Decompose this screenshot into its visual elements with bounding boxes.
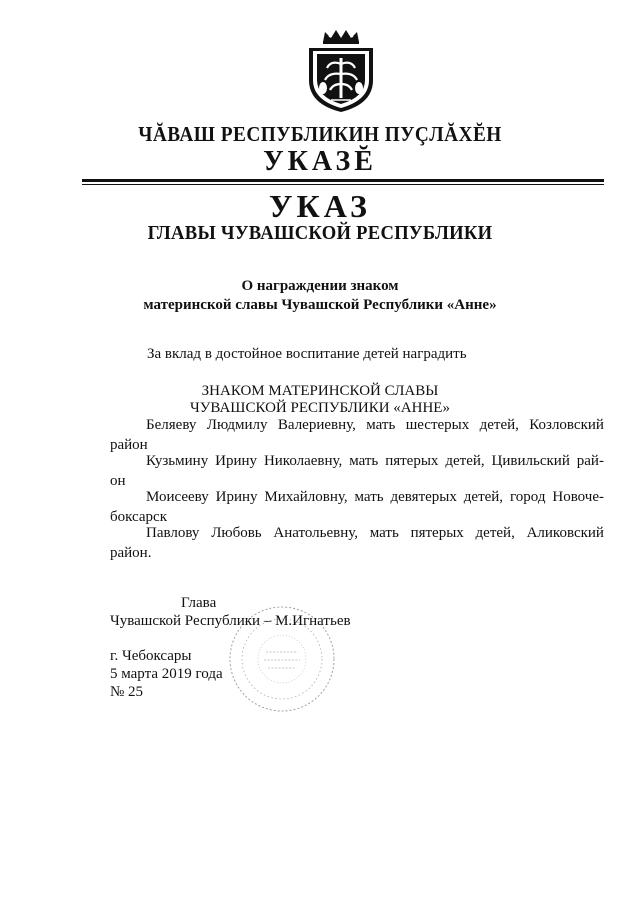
signatory-title-line2: Чувашской Республики bbox=[110, 613, 261, 629]
word: Кузьмину bbox=[146, 453, 209, 469]
word: детей, bbox=[479, 417, 519, 433]
signatory-name: М.Игнатьев bbox=[275, 613, 351, 629]
header-divider-thin bbox=[82, 184, 604, 185]
word: Козловский bbox=[529, 417, 604, 433]
recipient-entry bbox=[110, 451, 604, 491]
issue-place: г. Чебоксары bbox=[110, 648, 192, 664]
word: Николаевну, bbox=[263, 453, 343, 469]
decree-subtitle: ГЛАВЫ ЧУВАШСКОЙ РЕСПУБЛИКИ bbox=[147, 222, 493, 244]
chuvash-header-line1: ЧĂВАШ РЕСПУБЛИКИН ПУÇЛĂХĔН bbox=[138, 122, 502, 146]
word: девятерых bbox=[390, 489, 457, 505]
word: детей, bbox=[463, 489, 504, 505]
word: мать bbox=[349, 453, 379, 469]
word: Аликовский bbox=[526, 525, 604, 541]
recipient-entry bbox=[110, 487, 604, 527]
recipient-entry bbox=[110, 415, 604, 455]
word: мать bbox=[369, 525, 399, 541]
word: Ирину bbox=[215, 453, 258, 469]
signature-line bbox=[110, 613, 351, 630]
recipient-line2: он bbox=[110, 473, 126, 489]
word: город bbox=[509, 489, 546, 505]
word: Моисееву bbox=[146, 489, 209, 505]
word: шестерых bbox=[405, 417, 470, 433]
award-name-line1: ЗНАКОМ МАТЕРИНСКОЙ СЛАВЫ bbox=[201, 383, 439, 399]
recipient-line2: боксарск bbox=[110, 509, 167, 525]
coat-of-arms-emblem bbox=[303, 28, 379, 114]
word: Ирину bbox=[215, 489, 258, 505]
word: пятерых bbox=[385, 453, 439, 469]
word: детей, bbox=[475, 525, 515, 541]
word: Михайловну, bbox=[264, 489, 348, 505]
word: Анатольевну, bbox=[273, 525, 359, 541]
recipient-line2: район. bbox=[110, 545, 152, 561]
award-name-line2: ЧУВАШСКОЙ РЕСПУБЛИКИ «АННЕ» bbox=[190, 400, 450, 416]
intro-paragraph: За вклад в достойное воспитание детей наградить bbox=[147, 346, 467, 362]
issue-date: 5 марта 2019 года bbox=[110, 666, 223, 682]
recipient-line1 bbox=[110, 487, 604, 507]
word: мать bbox=[354, 489, 384, 505]
recipient-line1 bbox=[110, 415, 604, 435]
word: Павлову bbox=[146, 525, 200, 541]
word: детей, bbox=[445, 453, 485, 469]
recipient-line1 bbox=[110, 523, 604, 543]
word: пятерых bbox=[410, 525, 464, 541]
recipient-line1 bbox=[110, 451, 604, 471]
recipient-entry bbox=[110, 523, 604, 563]
header-divider-thick bbox=[82, 179, 604, 182]
word: Людмилу bbox=[206, 417, 268, 433]
signatory-title-line1: Глава bbox=[181, 595, 217, 611]
word: Новоче- bbox=[552, 489, 604, 505]
word: Валериевну, bbox=[277, 417, 356, 433]
word: Беляеву bbox=[146, 417, 197, 433]
recipient-line2: район bbox=[110, 437, 148, 453]
subject-line2: материнской славы Чувашской Республики «Анне» bbox=[143, 297, 497, 313]
signature-separator: – bbox=[260, 613, 276, 629]
word: рай- bbox=[576, 453, 604, 469]
word: Любовь bbox=[211, 525, 262, 541]
word: Цивильский bbox=[491, 453, 570, 469]
subject-line1: О награждении знаком bbox=[241, 278, 399, 294]
decree-title: УКАЗ bbox=[269, 188, 371, 224]
chuvash-header-line2: УКАЗĔ bbox=[263, 146, 377, 177]
word: мать bbox=[366, 417, 396, 433]
decree-number: № 25 bbox=[110, 684, 144, 700]
